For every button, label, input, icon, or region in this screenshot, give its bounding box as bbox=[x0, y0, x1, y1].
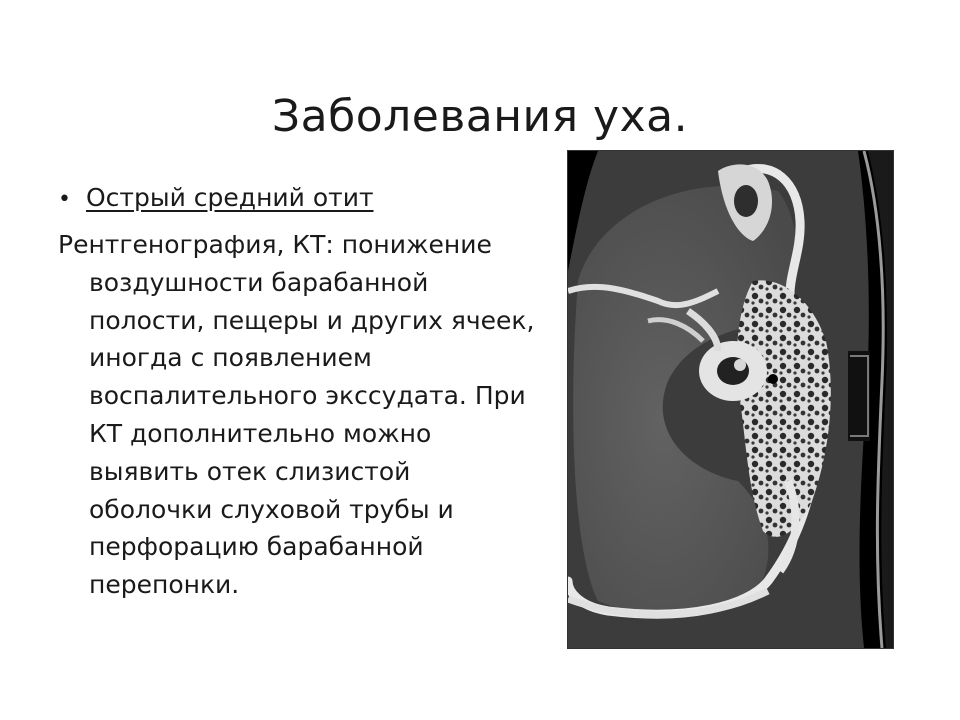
bullet-item bbox=[58, 180, 374, 218]
ct-scan-image bbox=[567, 150, 894, 649]
bullet-heading: Острый средний отит bbox=[86, 183, 374, 212]
body-paragraph: Рентгенография, КТ: понижение воздушности барабанной полости, пещеры и других ячеек, иногда с появлением воспалительного экссудата. При КТ дополнительно можно выявить отек слизистой оболочки слуховой трубы и перфорацию барабанной перепонки. bbox=[58, 230, 535, 600]
slide-title: Заболевания уха. bbox=[271, 91, 689, 143]
bullet-symbol: • bbox=[58, 187, 71, 212]
